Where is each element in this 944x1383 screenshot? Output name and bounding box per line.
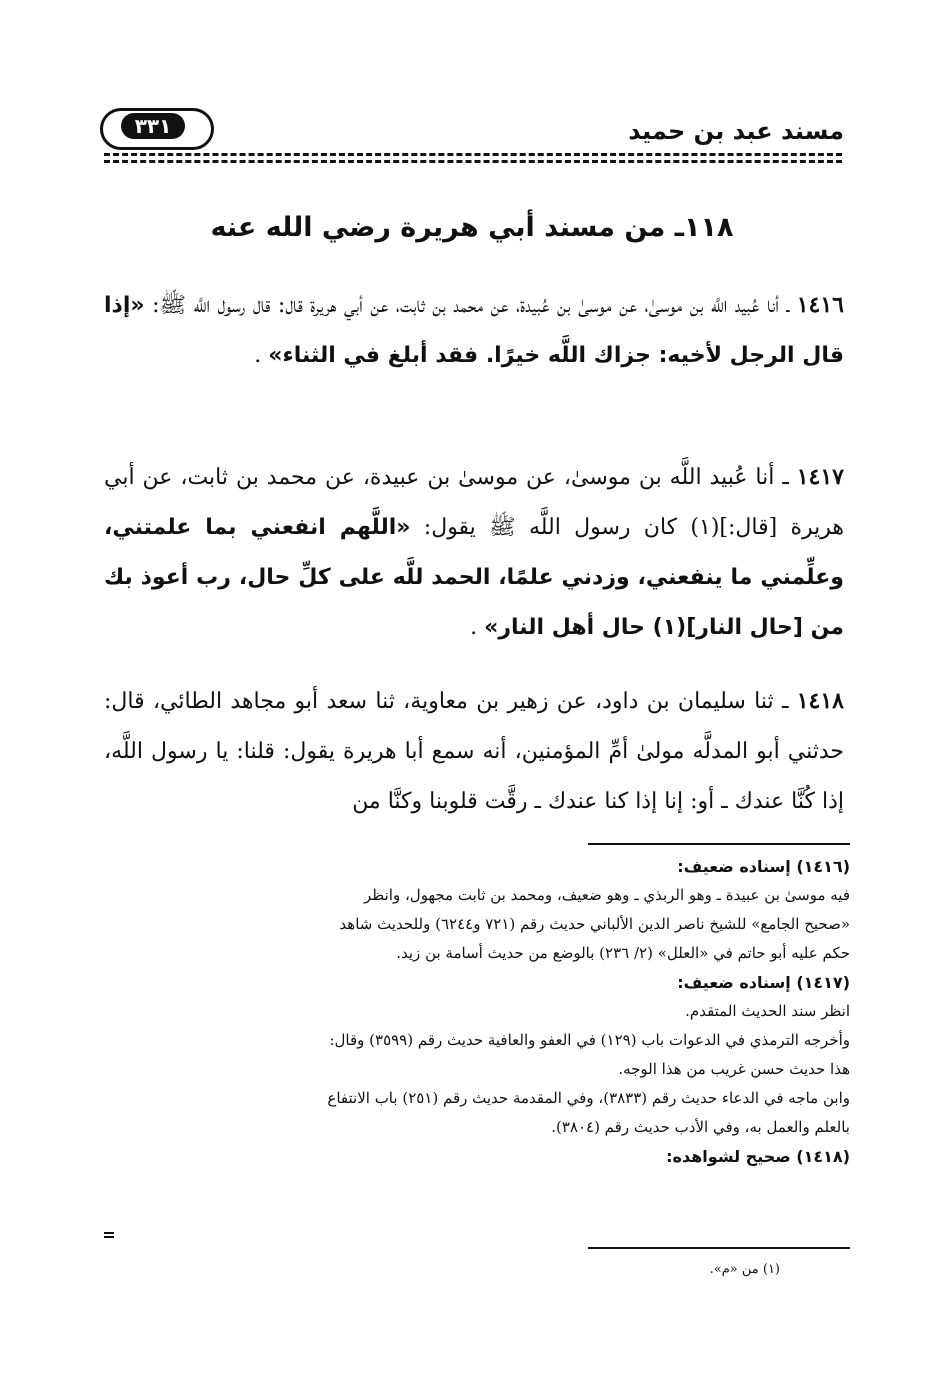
note-line: حكم عليه أبو حاتم في «العلل» (٢/ ٢٣٦) بالوضع من حديث أسامة بن زيد. (396, 944, 850, 962)
hadith-matn: «اللَّهم انفعني بما علمتني، وعلِّمني ما ينفعني، وزدني علمًا، الحمد للَّه على كلِّ حال، رب أعوذ بك من [حال النار](١) حال أهل النار» (104, 515, 844, 640)
hadith-matn: «إذا قال الرجل لأخيه: جزاك اللَّه خيرًا. فقد أبلغ في الثناء» (104, 293, 844, 368)
hadith-text: ـ ثنا سليمان بن داود، عن زهير بن معاوية، ثنا سعد أبو مجاهد الطائي، قال: حدثني أبو المدلَّه مولىٰ أمِّ المؤمنين، أنه سمع أبا هريرة يقول: قلنا: يا رسول اللَّه، إذا كُنَّا عندك ـ أو: إنا إذا كنا عندك ـ رقَّت قلوبنا وكنَّا من (104, 689, 844, 814)
page-number-badge (100, 108, 214, 150)
hadith-number: ١٤١٦ (796, 292, 844, 318)
note-line: وأخرجه الترمذي في الدعوات باب (١٢٩) في العفو والعافية حديث رقم (٣٥٩٩) وقال: (329, 1031, 850, 1049)
hadith-1418 (104, 676, 844, 827)
margin-mark (104, 1232, 114, 1234)
notes-rule (588, 843, 850, 845)
section-title: ١١٨ـ من مسند أبي هريرة رضي الله عنه (210, 212, 734, 243)
note-line: هذا حديث حسن غريب من هذا الوجه. (618, 1060, 850, 1078)
book-title: مسند عبد بن حميد (628, 117, 844, 145)
hadith-number: ١٤١٨ (796, 688, 844, 714)
hadith-text: ـ أنا عُبيد اللَّه بن موسىٰ، عن موسىٰ بن عبيدة، عن محمد بن ثابت، عن أبي هريرة [قال:](١) كان رسول اللَّه ﷺ يقول: (104, 465, 845, 540)
note-line: بالعلم والعمل به، وفي الأدب حديث رقم (٣٨٠٤). (551, 1118, 850, 1136)
footnote-rule (588, 1247, 850, 1249)
hadith-number: ١٤١٧ (796, 464, 844, 490)
hadith-1417 (104, 452, 844, 653)
hadith-1416 (104, 280, 844, 381)
notes-block (110, 852, 850, 1171)
note-line: «صحيح الجامع» للشيخ ناصر الدين الألباني حديث رقم (٧٢١ و٦٢٤٤) وللحديث شاهد (339, 915, 850, 933)
note-line: انظر سند الحديث المتقدم. (685, 1002, 850, 1020)
hadith-text: ـ أنا عُبيد اللَّه بن موسىٰ، عن موسىٰ بن عُبيدة، عن محمد بن ثابت، عن أبي هريرة قال: قال رسول اللَّه ﷺ: (144, 293, 797, 318)
footnote: (١) من «م». (709, 1262, 780, 1277)
page-number: ٣٣١ (121, 113, 185, 139)
note-heading: (١٤١٧) إسناده ضعيف: (677, 973, 850, 992)
note-line: وابن ماجه في الدعاء حديث رقم (٣٨٣٣)، وفي المقدمة حديث رقم (٢٥١) باب الانتفاع (327, 1089, 850, 1107)
margin-mark (104, 1236, 114, 1238)
hadith-end: . (254, 343, 269, 368)
note-heading: (١٤١٦) إسناده ضعيف: (677, 857, 850, 876)
hadith-end: . (470, 615, 485, 640)
header-rule (104, 153, 842, 156)
note-line: فيه موسىٰ بن عبيدة ـ وهو الربذي ـ وهو ضعيف، ومحمد بن ثابت مجهول، وانظر (364, 886, 850, 904)
header-rule-2 (104, 160, 842, 163)
note-heading: (١٤١٨) صحيح لشواهده: (666, 1147, 850, 1166)
